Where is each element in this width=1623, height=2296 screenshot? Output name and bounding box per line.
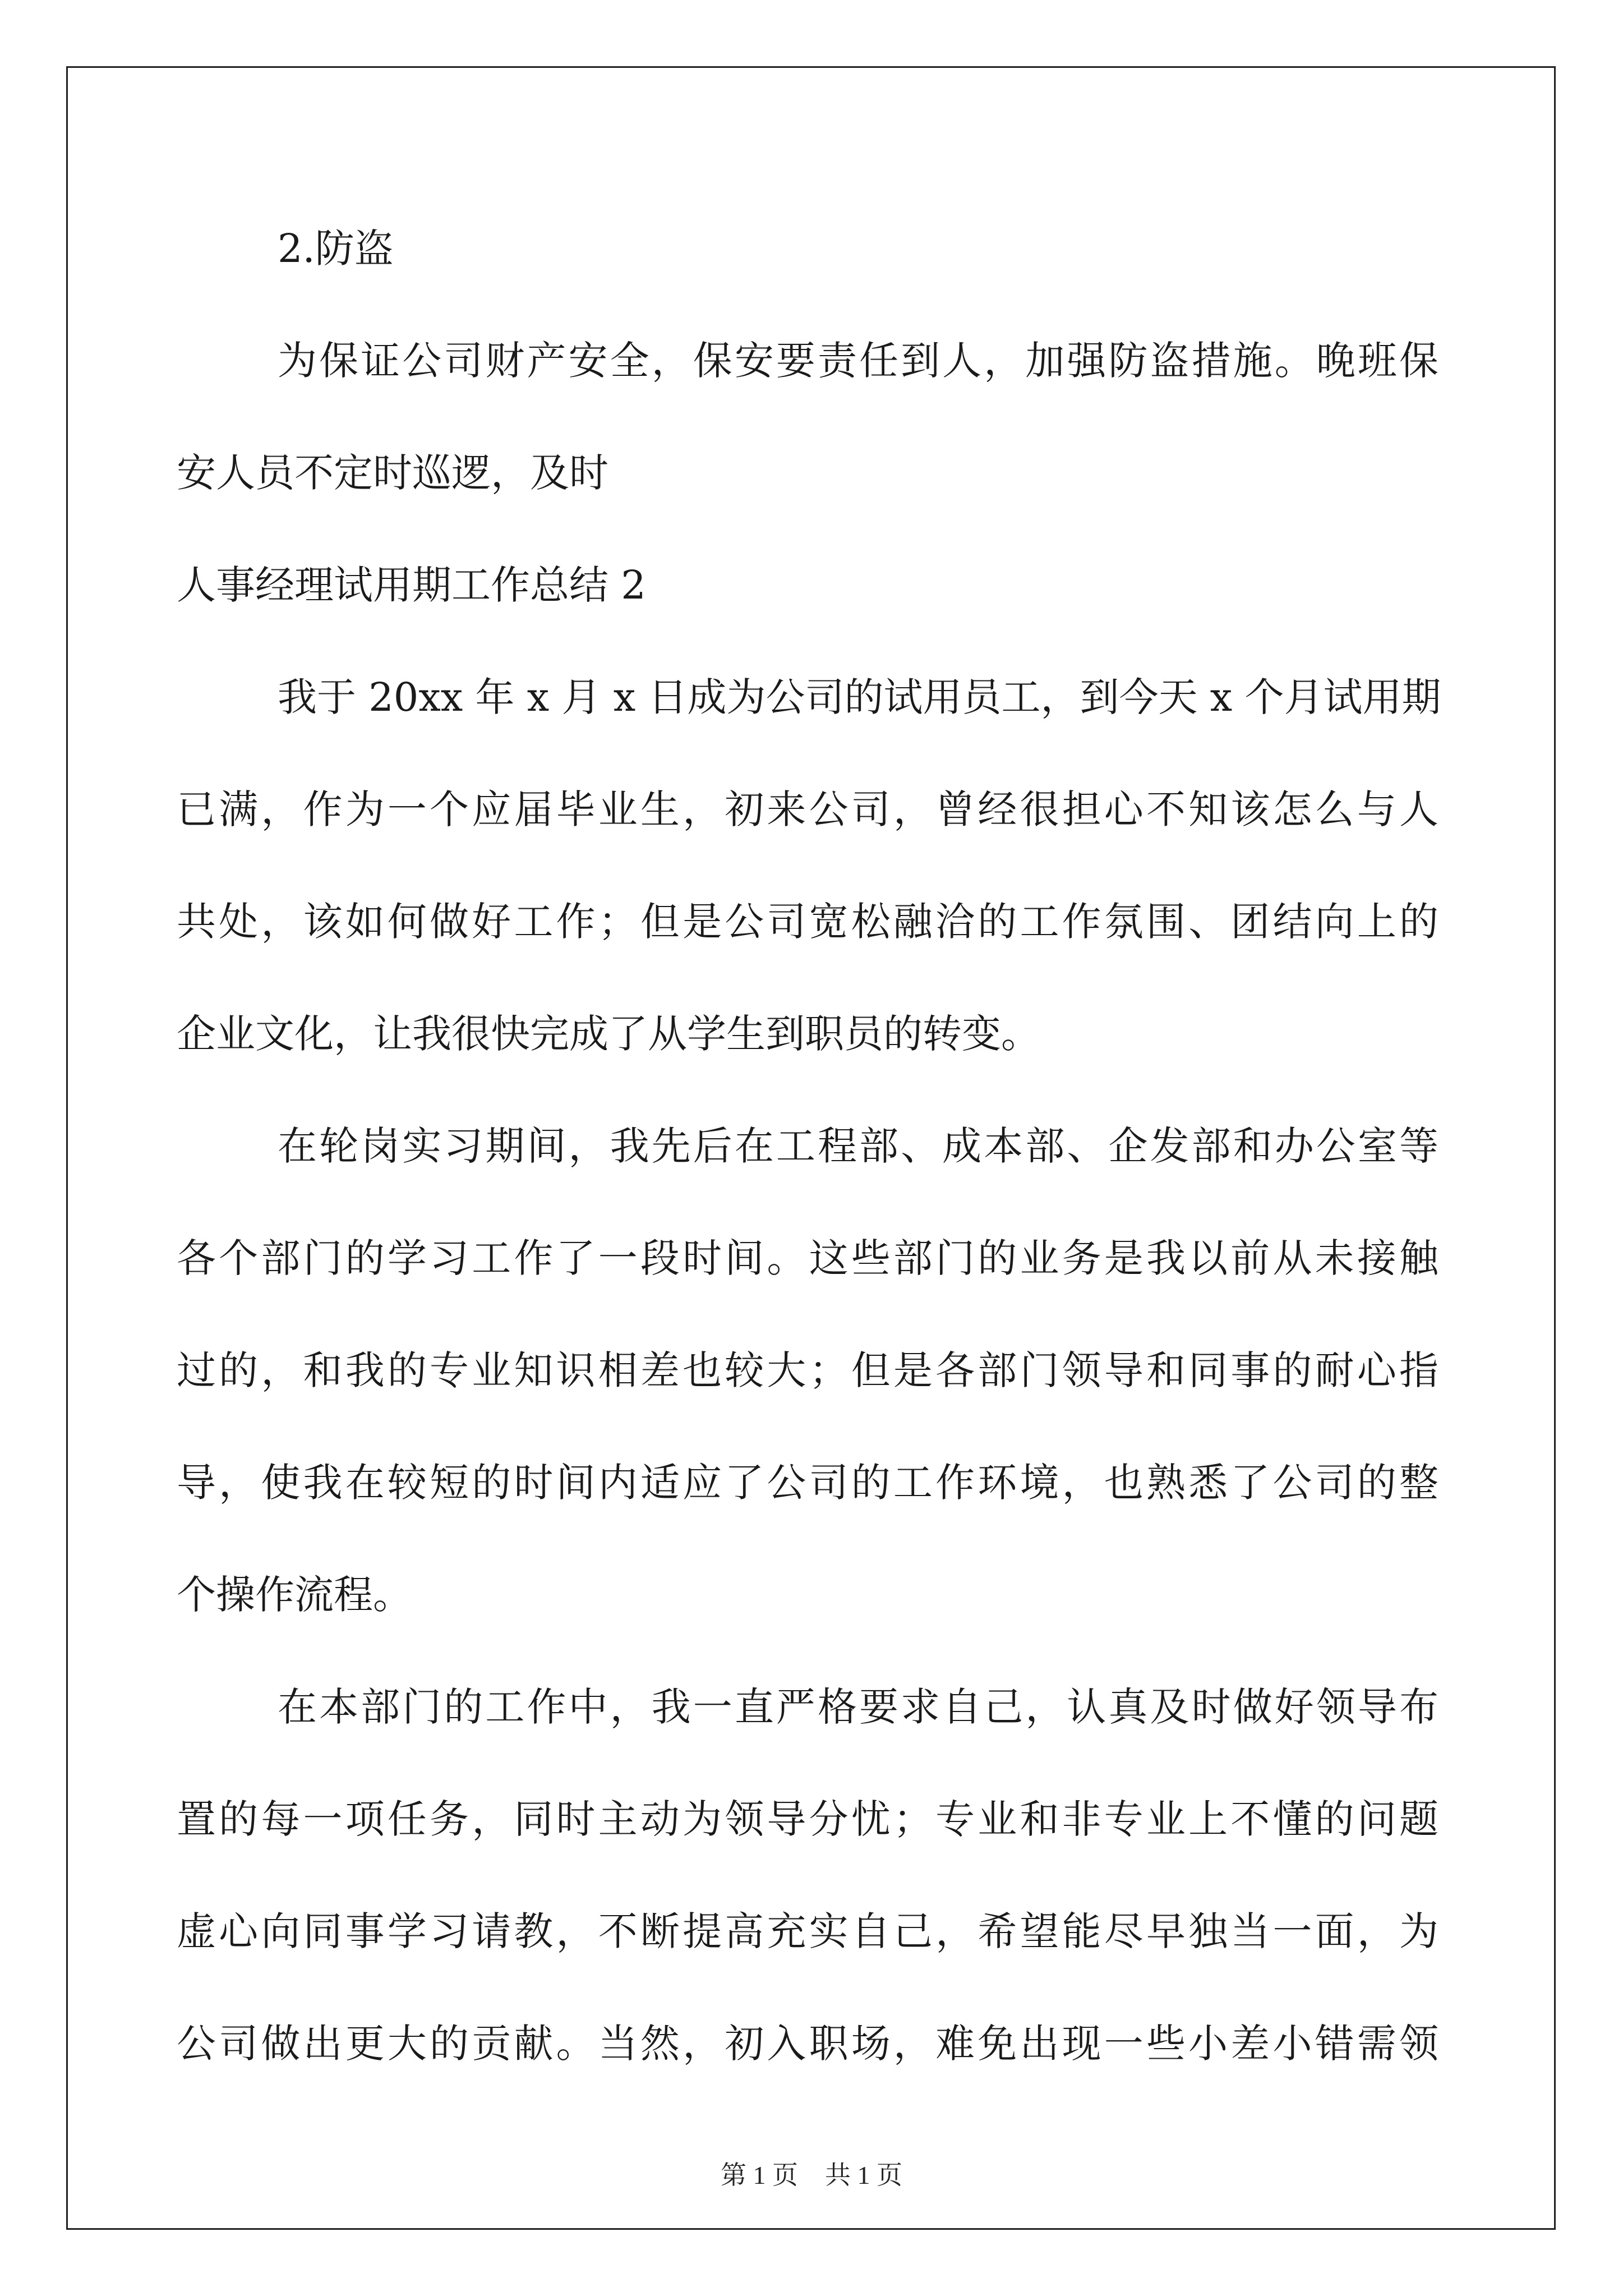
paragraph-line: 企业文化，让我很快完成了从学生到职员的转变。 bbox=[177, 1011, 1040, 1057]
paragraph-line: 虚心向同事学习请教，不断提高充实自己，希望能尽早独当一面，为 bbox=[177, 1908, 1438, 1954]
paragraph-line: 已满，作为一个应届毕业生，初来公司，曾经很担心不知该怎么与人 bbox=[177, 786, 1438, 832]
paragraph-line: 我于 20xx 年 x 月 x 日成为公司的试用员工，到今天 x 个月试用期 bbox=[278, 674, 1441, 720]
paragraph-line: 在轮岗实习期间，我先后在工程部、成本部、企发部和办公室等 bbox=[278, 1123, 1438, 1169]
page-total: 共 1 页 bbox=[825, 2161, 902, 2189]
paragraph-line: 个操作流程。 bbox=[177, 1572, 412, 1618]
section-title: 人事经理试用期工作总结 2 bbox=[177, 562, 646, 608]
page-footer bbox=[0, 2160, 1623, 2191]
paragraph-line: 公司做出更大的贡献。当然，初入职场，难免出现一些小差小错需领 bbox=[177, 2021, 1438, 2067]
paragraph-line: 共处，该如何做好工作；但是公司宽松融洽的工作氛围、团结向上的 bbox=[177, 899, 1438, 945]
paragraph-line: 导，使我在较短的时间内适应了公司的工作环境，也熟悉了公司的整 bbox=[177, 1460, 1438, 1506]
paragraph-line: 各个部门的学习工作了一段时间。这些部门的业务是我以前从未接触 bbox=[177, 1235, 1438, 1281]
paragraph-line: 在本部门的工作中，我一直严格要求自己，认真及时做好领导布 bbox=[278, 1684, 1438, 1730]
section-heading-anti-theft: 2.防盗 bbox=[278, 226, 394, 272]
paragraph-line: 置的每一项任务，同时主动为领导分忧；专业和非专业上不懂的问题 bbox=[177, 1796, 1438, 1842]
paragraph-line: 安人员不定时巡逻，及时 bbox=[177, 450, 608, 496]
paragraph-line: 为保证公司财产安全，保安要责任到人，加强防盗措施。晚班保 bbox=[278, 338, 1438, 384]
paragraph-line: 过的，和我的专业知识相差也较大；但是各部门领导和同事的耐心指 bbox=[177, 1347, 1438, 1393]
page-number: 第 1 页 bbox=[721, 2161, 798, 2189]
